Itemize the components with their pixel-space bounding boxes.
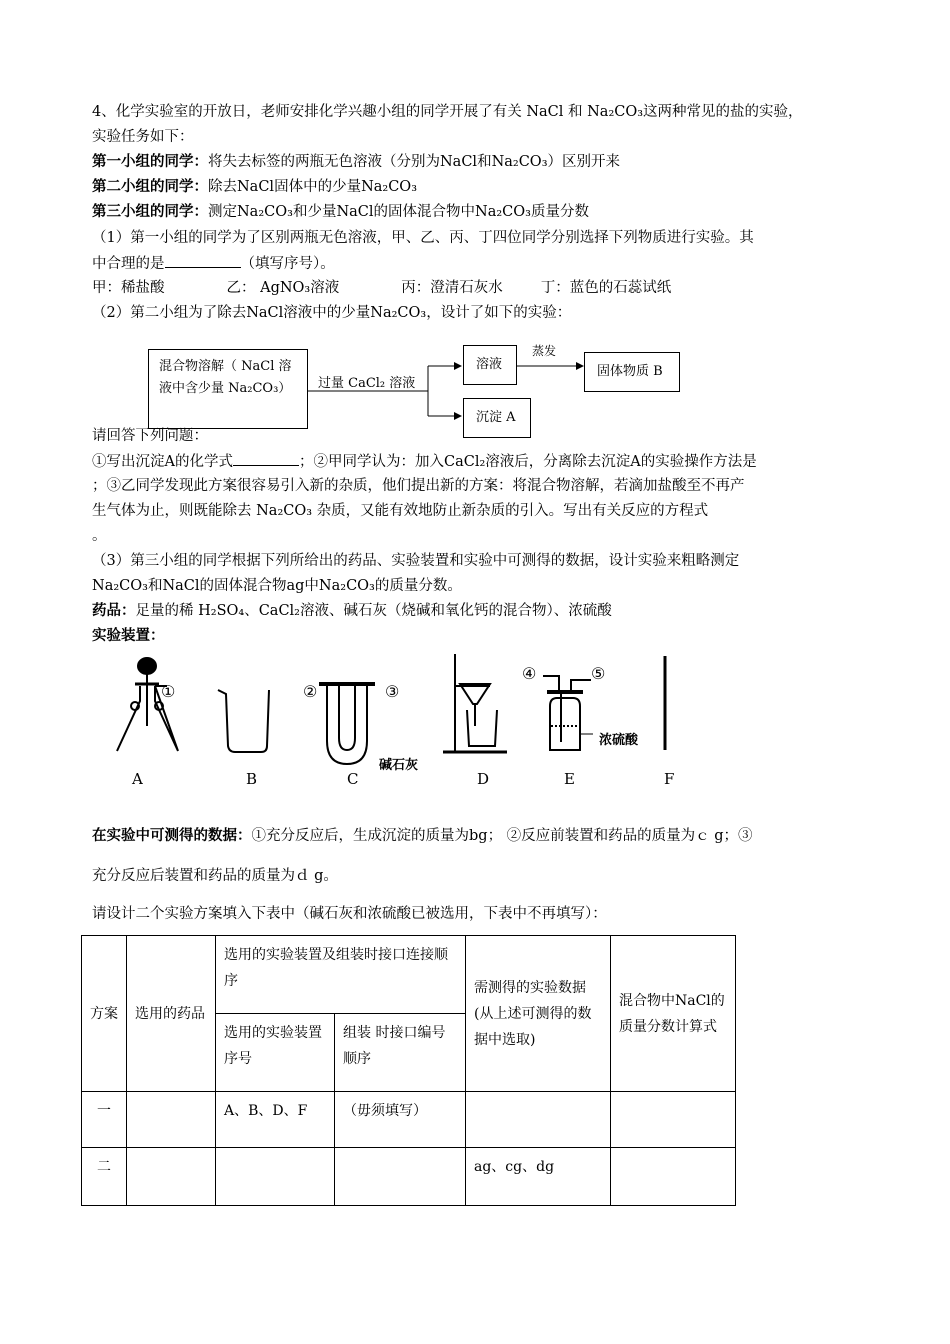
arrow-reagent-label: 过量 CaCl₂ 溶液 [318, 376, 416, 391]
data-label: 在实验中可测得的数据： [92, 828, 252, 844]
apparatus-a-flask [117, 658, 178, 751]
intro-line-1: 4、化学实验室的开放日，老师安排化学兴趣小组的同学开展了有关 NaCl 和 Na₂CO₃这两种常见的盐的实验， [92, 104, 803, 120]
group2-text: 除去NaCl固体中的少量Na₂CO₃ [208, 179, 418, 195]
port-3: ③ [385, 682, 400, 701]
th-data: 需测得的实验数据(从上述可测得的数据中选取) [466, 936, 611, 1092]
apparatus-f-label: F [664, 770, 675, 788]
apparatus-d-label: D [477, 770, 490, 788]
flow-arrows [0, 0, 950, 460]
solution-box [463, 345, 517, 385]
row1-drug-cell[interactable] [127, 1092, 216, 1148]
apparatus-c-label: C [347, 770, 359, 788]
row2-formula-cell[interactable] [611, 1148, 736, 1206]
th-device: 选用的实验装置及组装时接口连接顺序 [216, 936, 466, 1014]
apparatus-d-filter [443, 654, 507, 752]
evaporate-label: 蒸发 [532, 344, 557, 358]
part1-prefix: 中合理的是 [92, 256, 165, 272]
port-2: ② [303, 682, 318, 701]
row2-ports-cell[interactable] [335, 1148, 466, 1206]
part3-line-a: （3）第三小组的同学根据下列所给出的药品、实验装置和实验中可测得的数据，设计实验来粗略测定 [92, 553, 740, 569]
drugs-text: 足量的稀 H₂SO₄、CaCl₂溶液、碱石灰（烧碱和氧化钙的混合物）、浓硫酸 [135, 603, 612, 619]
apparatus-e-wash-bottle [543, 676, 593, 750]
apparatus-figure [95, 646, 715, 796]
conc-acid-label: 浓硫酸 [599, 733, 639, 748]
sub-question-2: ；③乙同学发现此方案很容易引入新的杂质，他们提出新的方案：将混合物溶解，若滴加盐酸至不再产 [92, 478, 745, 494]
group1-text: 将失去标签的两瓶无色溶液（分别为NaCl和Na₂CO₃）区别开来 [208, 154, 621, 170]
port-1: ① [161, 682, 176, 701]
th-device-no: 选用的实验装置序号 [216, 1014, 335, 1092]
apparatus-c-u-tube [319, 684, 375, 764]
th-drug: 选用的药品 [127, 936, 216, 1092]
precipitate-a-label: 沉淀 A [476, 410, 516, 425]
table-row [82, 1148, 736, 1206]
sub-question-1 [92, 451, 757, 472]
option-jia: 甲：稀盐酸 [92, 280, 165, 296]
row1-data-cell[interactable] [466, 1092, 611, 1148]
group2-label: 第二小组的同学： [92, 179, 208, 195]
mixture-line-2: 液中含少量 Na₂CO₃） [159, 381, 292, 396]
drugs-label: 药品： [92, 603, 136, 619]
group3-text: 测定Na₂CO₃和少量NaCl的固体混合物中Na₂CO₃质量分数 [208, 204, 589, 220]
solution-label: 溶液 [476, 357, 503, 372]
solid-b-label: 固体物质 B [597, 364, 663, 379]
intro-line-2: 实验任务如下： [92, 129, 194, 145]
part2-line: （2）第二小组为了除去NaCl溶液中的少量Na₂CO₃，设计了如下的实验： [92, 305, 572, 321]
row1-plan: 一 [82, 1092, 127, 1148]
part1-line-a: （1）第一小组的同学为了区别两瓶无色溶液，甲、乙、丙、丁四位同学分别选择下列物质进行实验。其 [92, 230, 754, 246]
data-text: ①充分反应后，生成沉淀的质量为bg； ②反应前装置和药品的质量为ｃ g；③ [251, 828, 753, 844]
design-prompt: 请设计二个实验方案填入下表中（碱石灰和浓硫酸已被选用，下表中不再填写）： [92, 906, 607, 922]
row2-device-cell[interactable] [216, 1148, 335, 1206]
row2-plan: 二 [82, 1148, 127, 1206]
row1-ports: （毋须填写） [335, 1092, 466, 1148]
part1-suffix: （填写序号）。 [240, 256, 335, 272]
sub-question-3: 生气体为止，则既能除去 Na₂CO₃ 杂质，又能有效地防止新杂质的引入。写出有关反应的方程式 [92, 503, 709, 519]
row1-formula-cell[interactable] [611, 1092, 736, 1148]
th-plan: 方案 [82, 936, 127, 1092]
precipitate-a-box [463, 398, 531, 438]
apparatus-b-beaker [218, 690, 269, 752]
drugs-line [92, 601, 612, 621]
option-ding: 丁：蓝色的石蕊试纸 [540, 280, 672, 296]
apparatus-label: 实验装置： [92, 628, 165, 644]
sub1-suffix: ；②甲同学认为：加入CaCl₂溶液后，分离除去沉淀A的实验操作方法是 [298, 454, 757, 470]
sub-question-4: 。 [92, 528, 107, 544]
scheme-table [81, 935, 736, 1206]
row2-drug-cell[interactable] [127, 1148, 216, 1206]
solid-b-box [584, 352, 680, 392]
apparatus-e-label: E [564, 770, 575, 788]
apparatus-b-label: B [246, 770, 258, 788]
th-port-order: 组装 时接口编号顺序 [335, 1014, 466, 1092]
option-bing: 丙：澄清石灰水 [401, 280, 503, 296]
answer-blank-2[interactable] [233, 451, 299, 466]
data-line-1 [92, 826, 753, 846]
mixture-line-1: 混合物溶解（ NaCl 溶 [159, 359, 292, 374]
soda-lime-label: 碱石灰 [379, 758, 419, 773]
group1-label: 第一小组的同学： [92, 154, 208, 170]
option-yi: 乙： AgNO₃溶液 [226, 280, 340, 296]
th-formula: 混合物中NaCl的质量分数计算式 [611, 936, 736, 1092]
apparatus-a-label: A [132, 770, 143, 788]
group3-label: 第三小组的同学： [92, 204, 208, 220]
row2-data: ag、cg、dg [466, 1148, 611, 1206]
row1-device: A、B、D、F [216, 1092, 335, 1148]
port-5: ⑤ [591, 664, 606, 683]
table-row [82, 1092, 736, 1148]
answer-prompt: 请回答下列问题： [92, 428, 208, 444]
part3-line-b: Na₂CO₃和NaCl的固体混合物ag中Na₂CO₃的质量分数。 [92, 578, 462, 594]
sub1-prefix: ①写出沉淀A的化学式 [92, 454, 233, 470]
port-4: ④ [522, 664, 537, 683]
data-line-2: 充分反应后装置和药品的质量为ｄ g。 [92, 868, 338, 884]
